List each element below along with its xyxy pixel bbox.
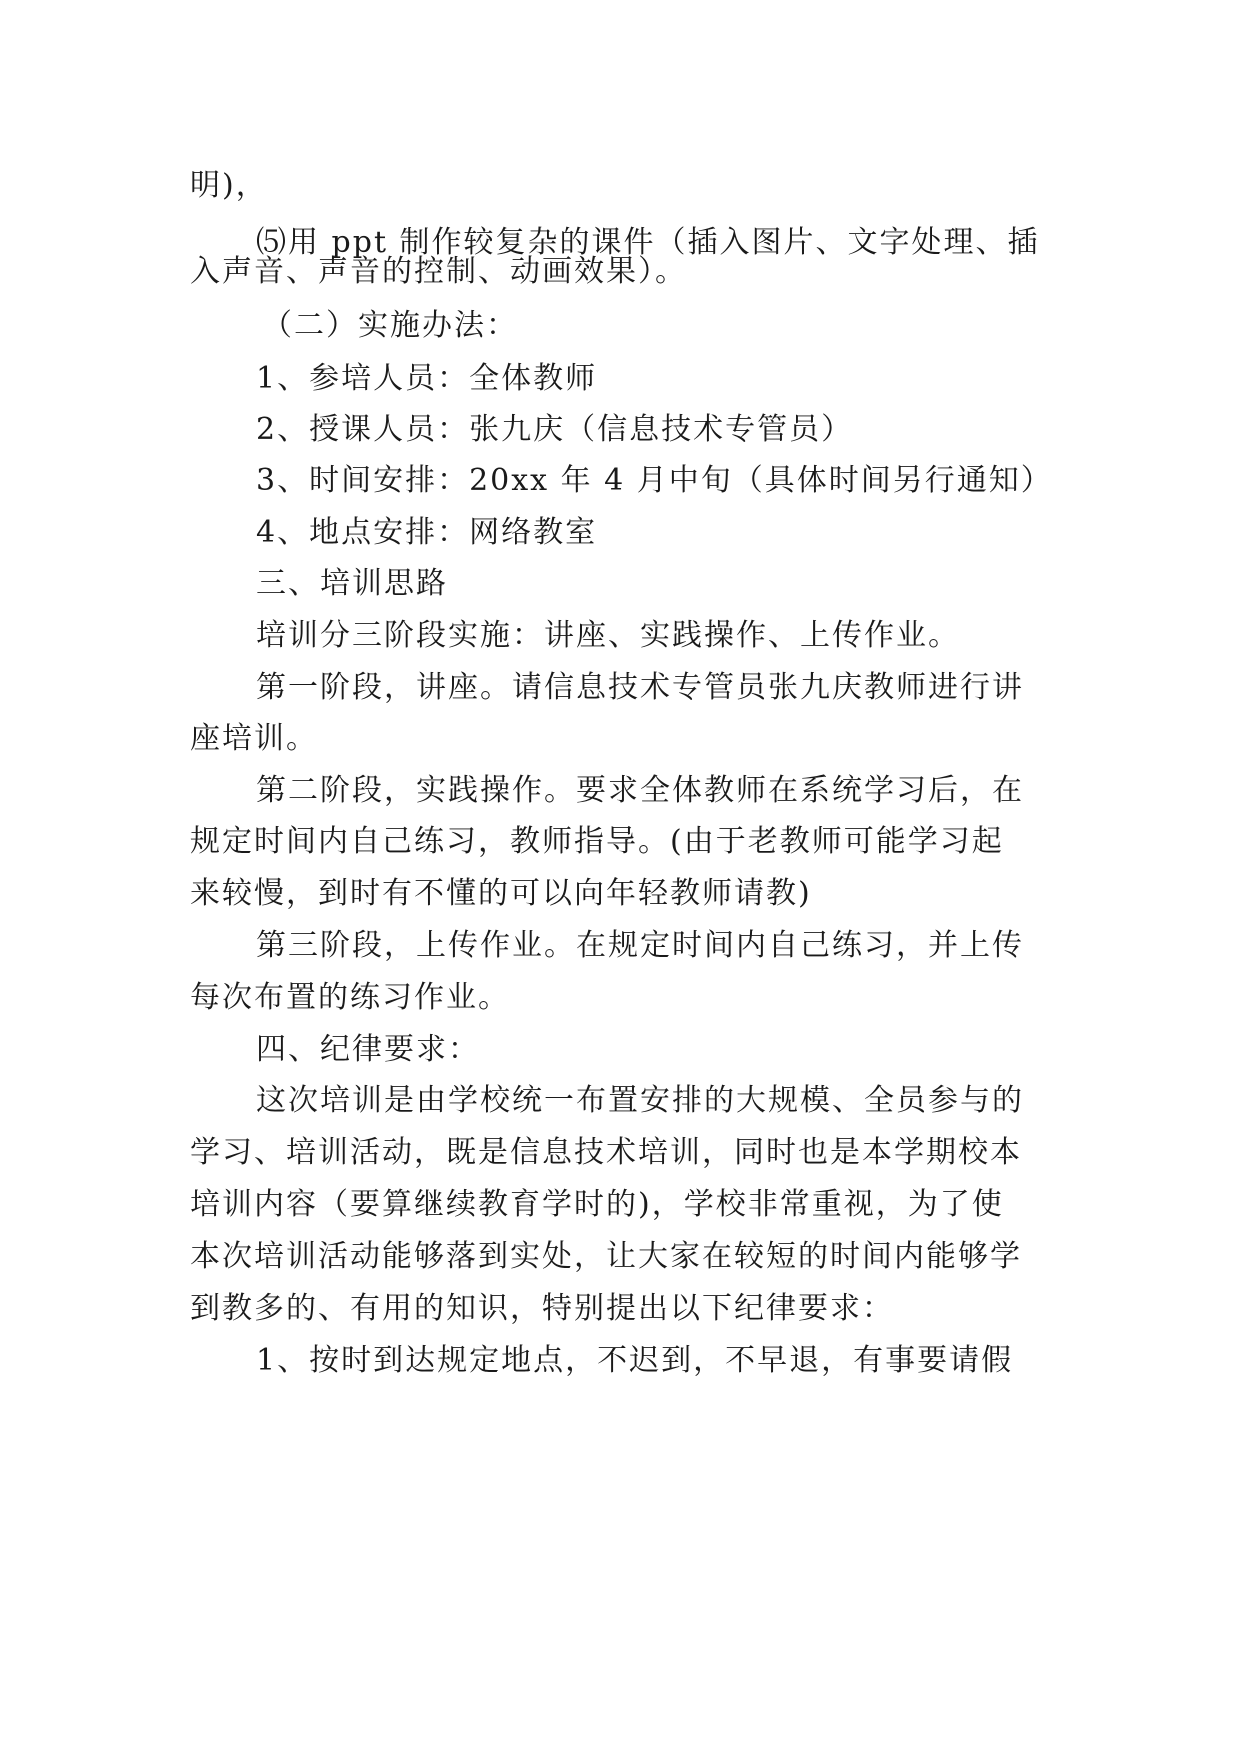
text-line: 座培训。 <box>190 721 318 756</box>
text-line: 2、授课人员：张九庆（信息技术专管员） <box>256 412 854 447</box>
text-line: 培训分三阶段实施：讲座、实践操作、上传作业。 <box>256 618 960 653</box>
text-line: 第二阶段，实践操作。要求全体教师在系统学习后，在 <box>256 773 1024 808</box>
text-line: 来较慢，到时有不懂的可以向年轻教师请教) <box>190 876 812 911</box>
text-line: 入声音、声音的控制、动画效果）。 <box>190 254 687 289</box>
text-line: 明)， <box>190 168 268 203</box>
text-line: ⑸用 ppt 制作较复杂的课件（插入图片、文字处理、插 <box>256 225 1040 260</box>
text-line: 第三阶段，上传作业。在规定时间内自己练习，并上传 <box>256 928 1024 963</box>
text-line: 第一阶段，讲座。请信息技术专管员张九庆教师进行讲 <box>256 670 1024 705</box>
section-heading: 四、纪律要求： <box>256 1032 480 1067</box>
section-heading: （二）实施办法： <box>262 308 518 343</box>
text-line: 本次培训活动能够落到实处，让大家在较短的时间内能够学 <box>190 1239 1022 1274</box>
text-line: 1、按时到达规定地点，不迟到，不早退，有事要请假 <box>256 1343 1014 1378</box>
text-line: 3、时间安排：20xx 年 4 月中旬（具体时间另行通知） <box>256 463 1053 498</box>
text-line: 每次布置的练习作业。 <box>190 980 510 1015</box>
text-line: 学习、培训活动，既是信息技术培训，同时也是本学期校本 <box>190 1135 1022 1170</box>
text-line: 这次培训是由学校统一布置安排的大规模、全员参与的 <box>256 1083 1024 1118</box>
text-line: 规定时间内自己练习，教师指导。(由于老教师可能学习起 <box>190 824 1004 859</box>
text-line: 1、参培人员：全体教师 <box>256 361 598 396</box>
section-heading: 三、培训思路 <box>256 566 448 601</box>
text-line: 到教多的、有用的知识，特别提出以下纪律要求： <box>190 1291 894 1326</box>
text-line: 4、地点安排：网络教室 <box>256 515 598 550</box>
text-line: 培训内容（要算继续教育学时的)，学校非常重视，为了使 <box>190 1187 1004 1222</box>
